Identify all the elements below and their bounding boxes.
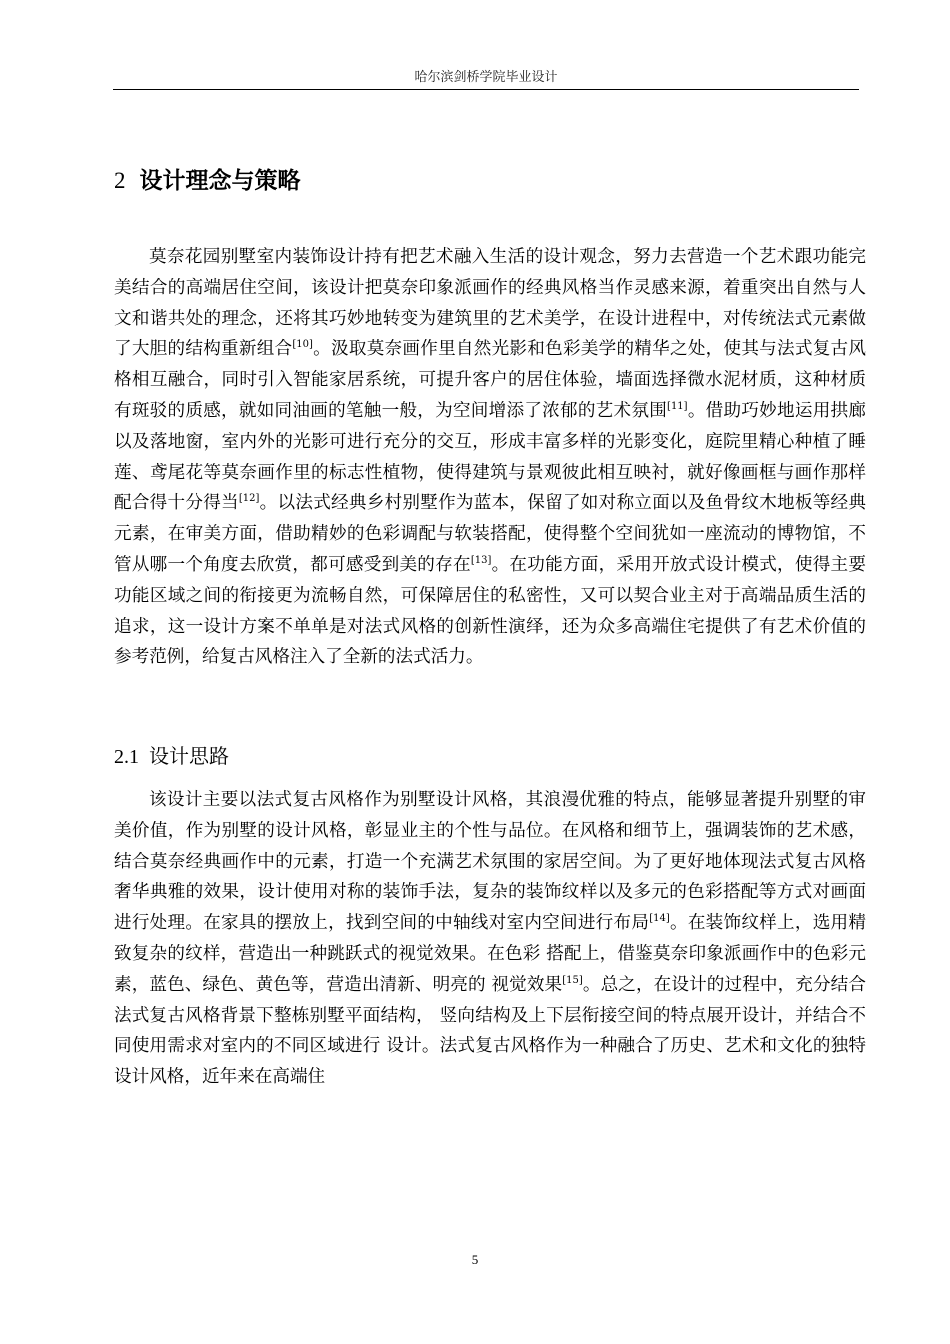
- page-header: 哈尔滨剑桥学院毕业设计: [414, 70, 558, 85]
- paragraph-text: 。在装饰纹样上，选用精致复杂的纹样，营造出一种跳跃式的视觉效果。在色彩 搭配上，借鉴莫奈印象派画作中的色彩元素，蓝色、绿色、黄色等，营造出清新、明亮的 视觉效果: [114, 913, 866, 995]
- paragraph-text: 。汲取莫奈画作里自然光影和色彩美学的精华之处，使其与法式复古风格相互融合，同时引入智能家居系统，可提升客户的居住体验，墙面选择微水泥材质，这种材质有斑驳的质感，就如同油画的笔触一般，为空间增添了浓郁的艺术氛围: [114, 339, 866, 421]
- paragraph-text: 莫奈花园别墅室内装饰设计持有把艺术融入生活的设计观念，努力去营造一个艺术跟功能完美结合的高端居住空间，该设计把莫奈印象派画作的经典风格当作灵感来源，着重突出自然与人文和谐共处的理念，还将其巧妙地转变为建筑里的艺术美学，在设计进程中，对传统法式元素做了大胆的结构重新组合: [114, 247, 866, 360]
- paragraph-text: 。以法式经典乡村别墅作为蓝本，保留了如对称立面以及鱼骨纹木地板等经典元素，在审美方面，借助精妙的色彩调配与软装搭配，使得整个空间犹如一座流动的博物馆，不管从哪一个角度去欣赏，都可感受到美的存在: [114, 493, 866, 575]
- citation-ref: [14]: [649, 913, 670, 925]
- citation-ref: [11]: [667, 401, 688, 413]
- section-heading: [114, 740, 229, 769]
- paragraph-text: 该设计主要以法式复古风格作为别墅设计风格，其浪漫优雅的特点，能够显著提升别墅的审美价值，作为别墅的设计风格，彰显业主的个性与品位。在风格和细节上，强调装饰的艺术感，结合莫奈经典画作中的元素，打造一个充满艺术氛围的家居空间。为了更好地体现法式复古风格奢华典雅的效果，设计使用对称的装饰手法，复杂的装饰纹样以及多元的色彩搭配等方式对画面进行处理。在家具的摆放上，找到空间的中轴线对室内空间进行布局: [114, 790, 866, 934]
- page-number: 5: [471, 1252, 479, 1267]
- chapter-number: 2: [114, 168, 126, 193]
- citation-ref: [15]: [562, 974, 583, 986]
- citation-ref: [13]: [470, 555, 492, 567]
- paragraph-text: 。总之，在设计的过程中，充分结合法式复古风格背景下整栋别墅平面结构， 竖向结构及上下层衔接空间的特点展开设计，并结合不同使用需求对室内的不同区域进行 设计。法式复古风格作为一种融合了历史、艺术和文化的独特设计风格，近年来在高端住: [114, 974, 866, 1088]
- paragraph-text: 。在功能方面，采用开放式设计模式，使得主要功能区域之间的衔接更为流畅自然，可保障居住的私密性，又可以契合业主对于高端品质生活的追求，这一设计方案不单单是对法式风格的创新性演绎，还为众多高端住宅提供了有艺术价值的参考范例，给复古风格注入了全新的法式活力。: [114, 554, 866, 668]
- citation-ref: [10]: [292, 339, 313, 351]
- body-paragraph-2: [114, 785, 866, 1093]
- citation-ref: [12]: [238, 493, 260, 505]
- paragraph-text: 。借助巧妙地运用拱廊以及落地窗，室内外的光影可进行充分的交互，形成丰富多样的光影变化，庭院里精心种植了睡莲、鸢尾花等莫奈画作里的标志性植物，使得建筑与景观彼此相互映衬，就好像画框与画作那样配合得十分得当: [114, 400, 866, 514]
- chapter-title: 设计理念与策略: [139, 168, 301, 194]
- body-paragraph-1: [114, 242, 866, 673]
- header-rule: [113, 89, 859, 90]
- section-title: 设计思路: [149, 744, 229, 768]
- section-number: 2.1: [114, 746, 139, 768]
- chapter-heading: [114, 162, 301, 195]
